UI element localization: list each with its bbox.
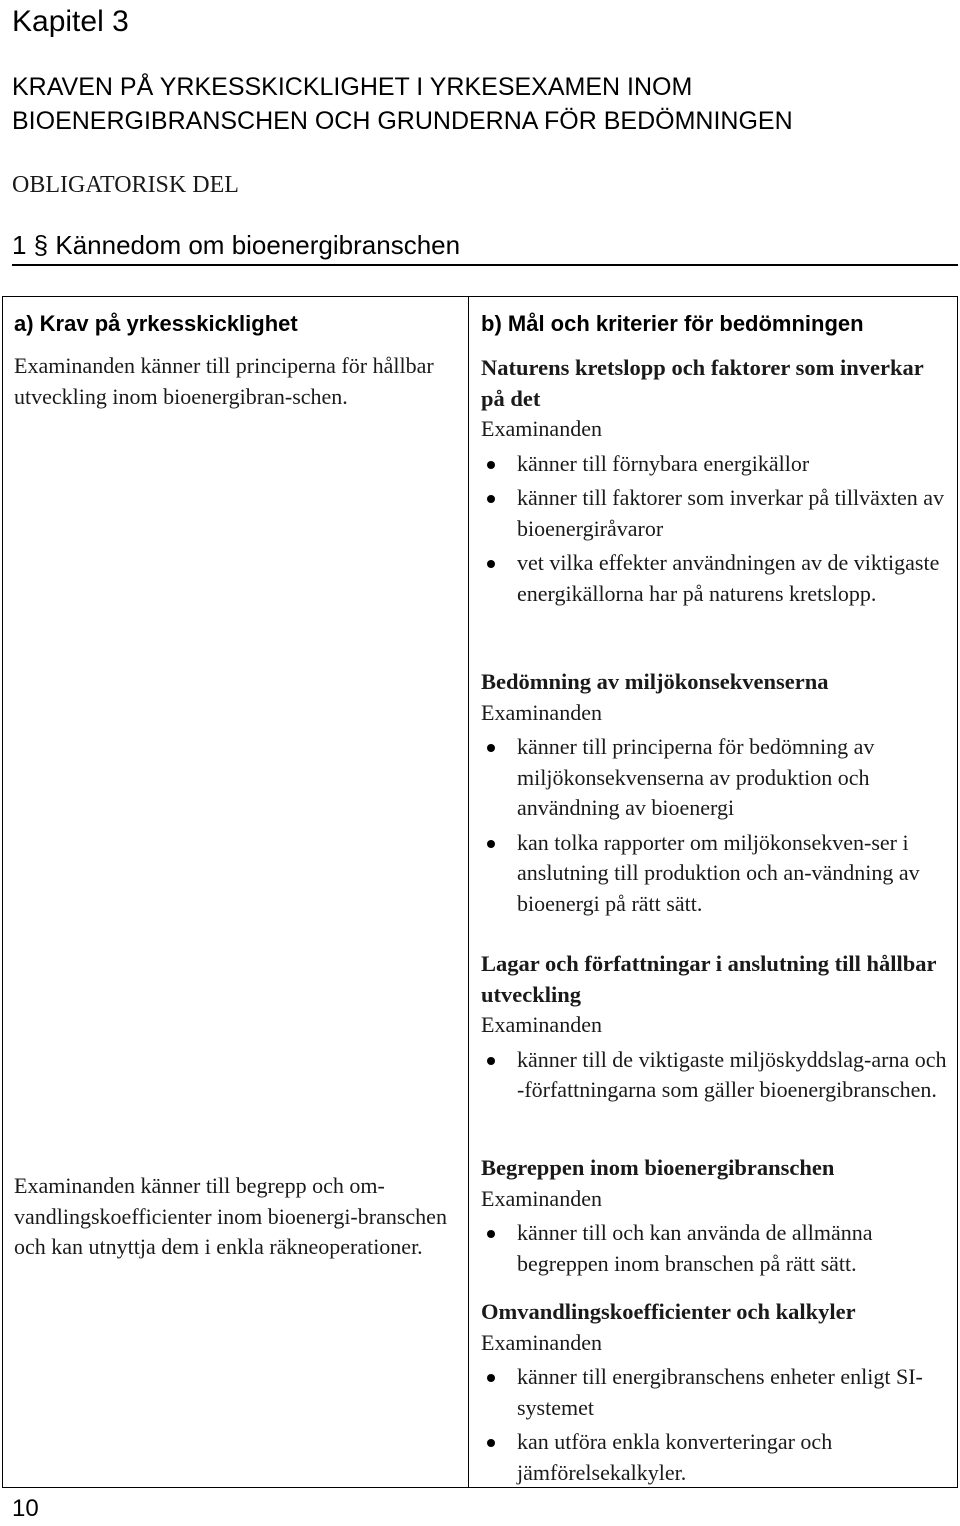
list-item: vet vilka effekter användningen av de viktigaste energikällorna har på naturens kretslopp. (481, 548, 951, 609)
bullet-icon (487, 461, 495, 469)
bullet-icon (487, 1057, 495, 1065)
criteria-block-environmental-assessment (481, 667, 951, 923)
bullet-icon (487, 1230, 495, 1238)
bullet-icon (487, 560, 495, 568)
block-title: Lagar och författningar i anslutning till hållbar utveckling (481, 951, 937, 1007)
bullet-icon (487, 744, 495, 752)
bullet-icon (487, 840, 495, 848)
criteria-block-concepts (481, 1153, 951, 1283)
list-item: känner till faktorer som inverkar på tillväxten av bioenergiråvaror (481, 483, 951, 544)
criteria-list (481, 1362, 951, 1488)
bullet-icon (487, 1439, 495, 1447)
list-item: känner till energibranschens enheter enligt SI-systemet (481, 1362, 951, 1423)
left-requirement-2: Examinanden känner till begrepp och om-vandlingskoefficienter inom bioenergi-branschen och kan utnyttja dem i enkla räkneoperationer. (14, 1173, 447, 1259)
page-number: 10 (12, 1495, 39, 1522)
criteria-block-natural-cycle (481, 353, 951, 613)
list-item: kan tolka rapporter om miljökonsekven-ser i anslutning till produktion och an-vändning av bioenergi på rätt sätt. (481, 828, 951, 920)
right-column-heading: b) Mål och kriterier för bedömningen (481, 311, 864, 336)
bullet-icon (487, 495, 495, 503)
block-intro: Examinanden (481, 699, 602, 725)
requirements-table (2, 296, 958, 1488)
left-column-heading: a) Krav på yrkesskicklighet (14, 311, 298, 336)
block-intro: Examinanden (481, 1012, 602, 1037)
criteria-block-laws (481, 949, 951, 1110)
block-intro: Examinanden (481, 1329, 602, 1355)
chapter-label: Kapitel 3 (12, 5, 129, 38)
block-title: Bedömning av miljökonsekvenserna (481, 669, 829, 694)
criteria-list (481, 449, 951, 610)
list-item: känner till och kan använda de allmänna begreppen inom branschen på rätt sätt. (481, 1218, 951, 1279)
list-item: känner till de viktigaste miljöskyddslag-arna och -författningarna som gäller bioenergibranschen. (481, 1045, 951, 1106)
block-title: Naturens kretslopp och faktorer som inverkar på det (481, 355, 924, 411)
criteria-list (481, 732, 951, 919)
block-title: Omvandlingskoefficienter och kalkyler (481, 1299, 856, 1324)
main-title: KRAVEN PÅ YRKESSKICKLIGHET I YRKESEXAMEN INOM BIOENERGIBRANSCHEN OCH GRUNDERNA FÖR BEDÖMNINGEN (12, 73, 793, 135)
list-item: känner till principerna för bedömning av miljökonsekvenserna av produktion och användning av bioenergi (481, 732, 951, 824)
criteria-block-coefficients (481, 1297, 951, 1492)
criteria-list (481, 1045, 951, 1106)
list-item: känner till förnybara energikällor (481, 449, 951, 480)
obligatory-label: OBLIGATORISK DEL (12, 172, 239, 198)
list-item: kan utföra enkla konverteringar och jämförelsekalkyler. (481, 1427, 951, 1488)
block-title: Begreppen inom bioenergibranschen (481, 1155, 835, 1180)
bullet-icon (487, 1374, 495, 1382)
block-intro: Examinanden (481, 1185, 602, 1211)
block-intro: Examinanden (481, 416, 602, 441)
column-divider (468, 297, 469, 1487)
left-requirement-1: Examinanden känner till principerna för hållbar utveckling inom bioenergibran-schen. (14, 353, 434, 409)
criteria-list (481, 1218, 951, 1279)
section-heading: 1 § Kännedom om bioenergibranschen (12, 228, 958, 266)
